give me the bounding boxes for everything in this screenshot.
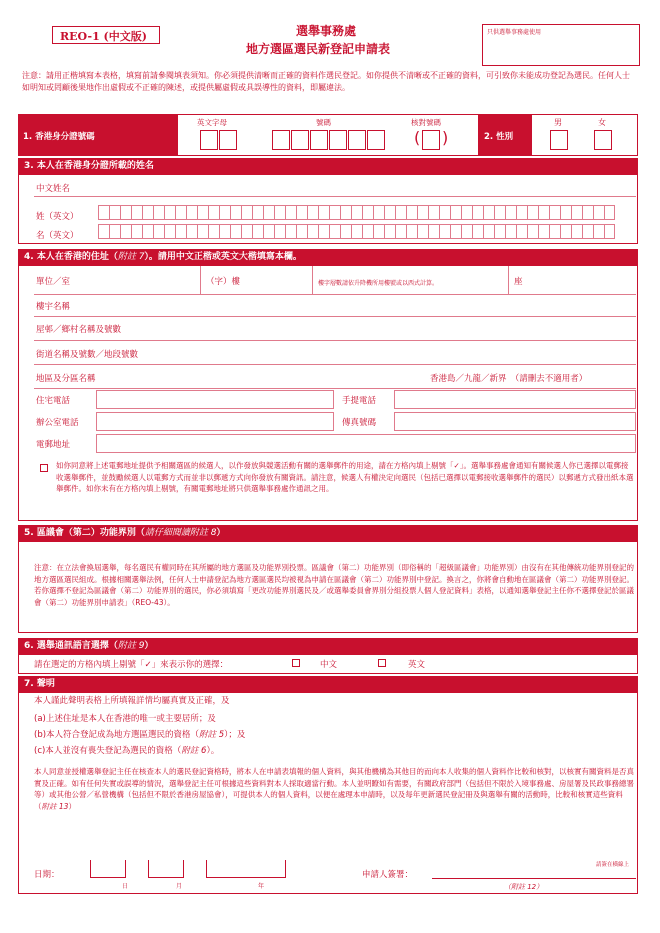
address-line-2 [34,316,636,317]
fax-label: 傳真號碼 [342,418,377,428]
flat-label: 單位／室 [36,277,71,287]
email-field[interactable] [96,434,636,453]
consent-paragraph-note: 附註 13 [41,801,69,811]
hkid-digit-cell[interactable] [272,130,290,150]
chinese-name-line [34,196,636,197]
language-english-checkbox[interactable] [378,659,386,667]
section-3-header: 3. 本人在香港身分證所載的姓名 [18,158,638,175]
declaration-b [34,728,245,740]
signature-label: 申請人簽署： [362,870,414,880]
section-2-label: 2. 性別 [484,132,514,142]
block-label: 座 [514,277,523,287]
section-7-header: 7. 聲明 [18,676,638,693]
consent-paragraph-text: 本人同意並授權選舉登記主任在核查本人的選民登記資格時，將本人在申請表填報的個人資料，與其他機構為其他目的而向本人收集的個人資料作比較和核對，以核實有關資料是否真實及正確。如有任何失實或誤導的情況，選舉登記主任可根據這些資料對本人採取適當行動。本人並明瞭如有需要，有關政府部門（包括但不限於入境事務處、房屋署及民政事務總署等）或其他公營／私營機構（包括但不限於香港房屋協會），可提供本人的個人資料，以便在處理本申請時，以及每年更新選民登記冊及與選舉有關的活動時，比較和核實這些資料（ [34,767,634,811]
mobile-field[interactable] [394,390,636,409]
language-chinese-label: 中文 [320,660,338,670]
hkid-check-paren-close: ) [442,128,449,147]
office-tel-label: 辦公室電話 [36,418,79,428]
date-year-label: 年 [258,883,265,890]
chinese-name-label: 中文姓名 [36,184,71,194]
date-label: 日期： [34,870,60,880]
gender-male-box[interactable] [550,130,568,150]
street-label: 街道名稱及號數／地段號數 [36,350,139,360]
declaration-c-text: (c)本人並沒有喪失登記為選民的資格（ [34,746,182,756]
declaration-a: (a)上述住址是本人在香港的唯一或主要居所；及 [34,714,216,724]
gender-female-label: 女 [598,118,606,127]
given-name-cells[interactable] [98,224,615,239]
hkid-check-paren-open: ( [414,128,421,147]
section-5-text: 注意：在立法會換屆選舉，每名選民有權同時在其所屬的地方選區及功能界別投票。區議會（第二）功能界別（即俗稱的「超級區議會」功能界別）由沒有在其他傳統功能界別登記的地方選區選民組成。根據相關選舉法例，任何人士申請登記為地方選區選民均被視為申請在區議會（第二）功能界別中登記。換言之，你將會自動地在區議會（第二）功能界別登記。若你選擇不登記為區議會（第二）功能界別的選民，你必須填寫「更改功能界別選民及／或選舉委員會界別分組投票人個人登記資料」表格，以通知選舉登記主任你不選擇登記於區議會（第二）功能界別申請表」（REO-43）。 [34,563,634,607]
hkid-letter-header: 英文字母 [197,118,227,127]
declaration-b-note: 附註 5 [199,730,225,740]
form-code: REO-1 (中文版) [60,30,147,43]
hkid-check-header: 核對號碼 [411,118,441,127]
language-english-label: 英文 [408,660,426,670]
fax-field[interactable] [394,412,636,431]
building-label: 樓宇名稱 [36,302,71,312]
section-4-note: 附註 7 [117,252,145,262]
surname-label: 姓（英文） [36,212,79,222]
date-year-field[interactable] [206,860,286,878]
language-chinese-checkbox[interactable] [292,659,300,667]
hkid-digit-cell[interactable] [348,130,366,150]
hkid-digit-cell[interactable] [291,130,309,150]
floor-divider [312,266,313,294]
hkid-check-cell[interactable] [422,130,440,150]
declaration-b-text: (b)本人符合登記成為地方選區選民的資格（ [34,730,200,740]
home-tel-label: 住宅電話 [36,396,71,406]
section-6-note: 附註 9 [117,641,145,651]
email-label: 電郵地址 [36,440,71,450]
address-line-3 [34,340,636,341]
hkid-digit-cell[interactable] [367,130,385,150]
date-day-field[interactable] [90,860,126,878]
section-6-label: 6. 選舉通訊語言選擇（ [24,641,118,651]
consent-paragraph-tail: ） [68,801,76,811]
form-title: 地方選區選民新登記申請表 [246,42,391,56]
hkid-digit-cell[interactable] [329,130,347,150]
district-label: 地區及分區名稱 [36,374,96,384]
consent-paragraph [34,766,634,812]
section-1-label: 1. 香港身分證號碼 [23,132,95,142]
declaration-b-tail: ）；及 [224,730,246,740]
home-tel-field[interactable] [96,390,334,409]
signature-note: （附註 12） [504,883,544,891]
office-tel-field[interactable] [96,412,334,431]
email-consent-checkbox[interactable] [40,464,48,472]
date-month-label: 月 [176,883,183,890]
notice: 注意：請用正楷填寫本表格，填寫前請參閱填表須知。你必須提供清晰而正確的資料作選民登記。如你提供不清晰或不正確的資料，可引致你未能成功登記為選民。任何人士如明知或罔顧後果地作出虛假或不正確的陳述，或提供屬虛假或具誤導性的資料，即屬違法。 [22,71,630,92]
declaration-c [34,744,219,756]
hkid-number-header: 號碼 [316,118,331,127]
hkid-letter-cell[interactable] [219,130,237,150]
address-line-4 [34,364,636,365]
surname-cells[interactable] [98,205,615,220]
gender-male-label: 男 [554,118,562,127]
address-line-1 [34,294,636,295]
section-4-label: 4. 本人在香港的住址（ [24,252,118,262]
floor-label: （字）樓 [206,277,241,287]
declaration-c-note: 附註 6 [181,746,207,756]
hkid-digit-cell[interactable] [310,130,328,150]
office-name: 選舉事務處 [296,24,357,38]
region-options: 香港島／九龍／新界 （請刪去不適用者） [430,374,588,384]
gender-female-box[interactable] [594,130,612,150]
given-name-label: 名（英文） [36,231,79,241]
section-4-label-tail: ）。請用中文正楷或英文大楷填寫本欄。 [144,252,302,262]
date-day-label: 日 [122,883,129,890]
section-6-label-tail: ） [144,641,154,651]
mobile-label: 手提電話 [342,396,377,406]
signature-hint: 請簽在橫線上 [596,862,630,868]
flat-divider [200,266,201,294]
floor-note: 樓字層數請依升降機所用樓號或以西式計算。 [318,280,439,287]
hkid-letter-cell[interactable] [200,130,218,150]
signature-line[interactable] [432,878,636,879]
section-5-note: 請仔細閱讀附註 8 [144,528,217,538]
declaration-c-tail: ）。 [206,746,220,756]
section-5-label-tail: ） [216,528,226,538]
address-line-5 [34,388,636,389]
estate-label: 屋邨／鄉村名稱及號數 [36,325,122,335]
declaration-intro: 本人謹此聲明表格上所填報詳情均屬真實及正確，及 [34,696,230,706]
block-divider [508,266,509,294]
email-consent-text: 如你同意將上述電郵地址提供予相關選區的候選人，以作發放與競選活動有關的選舉郵件的用途，請在方格內填上剔號「✓」。選舉事務處會通知有關候選人你已選擇以電郵接收選舉郵件，並鼓勵候選人以電郵方式而並非以郵遞方式向你發放有關資訊。請注意，候選人有權決定向選民（包括已選擇以電郵接收選舉郵件的選民）以郵遞方式發出紙本選舉郵件。如你未有在方格內填上剔號，有關電郵地址將只供選舉事務處作通訊之用。 [56,461,634,493]
date-month-field[interactable] [148,860,184,878]
language-instruction: 請在選定的方格內填上剔號「✓」來表示你的選擇： [34,660,229,670]
office-use-label: 只供選舉事務處使用 [487,29,542,36]
section-5-label: 5. 區議會（第二）功能界別（ [24,528,145,538]
